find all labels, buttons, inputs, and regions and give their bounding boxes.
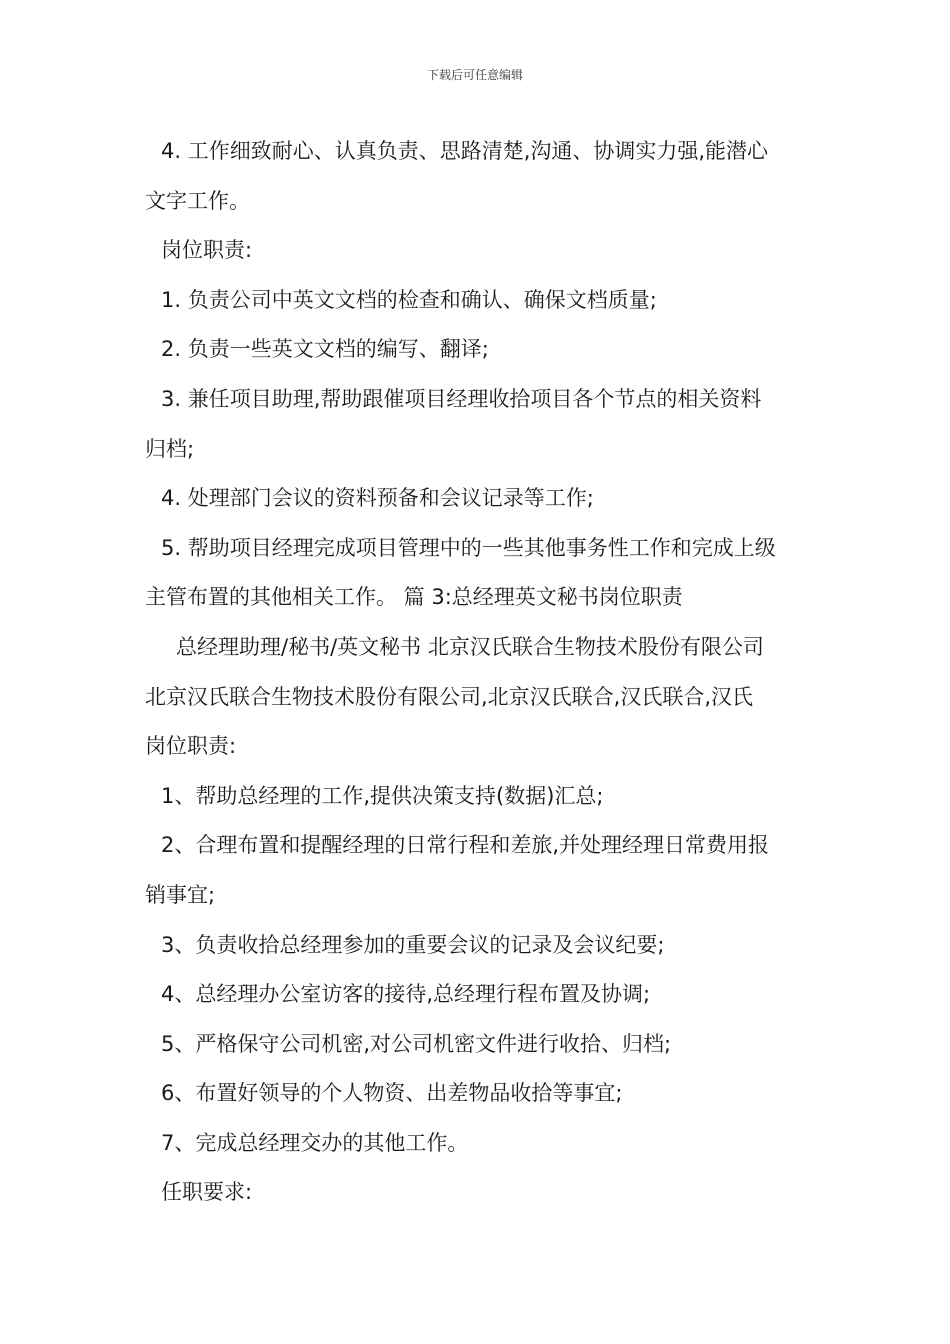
text-line: 4. 处理部门会议的资料预备和会议记录等工作; <box>161 486 594 511</box>
text-line: 主管布置的其他相关工作。 篇 3:总经理英文秘书岗位职责 <box>145 585 683 610</box>
page-header: 下载后可任意编辑 <box>426 68 523 82</box>
text-line: 岗位职责: <box>161 238 253 263</box>
text-line: 1、帮助总经理的工作,提供决策支持(数据)汇总; <box>161 783 604 808</box>
text-line: 2. 负责一些英文文档的编写、翻译; <box>161 337 489 362</box>
text-line: 4. 工作细致耐心、认真负责、思路清楚,沟通、协调实力强,能潜心 <box>161 139 769 163</box>
text-line: 3. 兼任项目助理,帮助跟催项目经理收拾项目各个节点的相关资料 <box>161 386 762 411</box>
document-body <box>145 127 810 1218</box>
text-line: 6、布置好领导的个人物资、出差物品收拾等事宜; <box>161 1081 623 1106</box>
text-line: 总经理助理/秘书/英文秘书 北京汉氏联合生物技术股份有限公司 <box>176 634 764 659</box>
text-line: 任职要求: <box>161 1180 253 1205</box>
text-line: 4、总经理办公室访客的接待,总经理行程布置及协调; <box>161 982 651 1007</box>
text-line: 5、严格保守公司机密,对公司机密文件进行收拾、归档; <box>161 1031 672 1056</box>
text-line: 岗位职责: <box>145 734 237 759</box>
text-line: 1. 负责公司中英文文档的检查和确认、确保文档质量; <box>161 287 657 312</box>
text-line: 北京汉氏联合生物技术股份有限公司,北京汉氏联合,汉氏联合,汉氏 <box>145 684 754 709</box>
text-line: 销事宜; <box>145 882 216 907</box>
text-line: 归档; <box>145 436 195 461</box>
text-line: 2、合理布置和提醒经理的日常行程和差旅,并处理经理日常费用报 <box>161 833 770 858</box>
text-line: 文字工作。 <box>145 188 250 213</box>
text-line: 5. 帮助项目经理完成项目管理中的一些其他事务性工作和完成上级 <box>161 535 776 560</box>
text-line: 3、负责收拾总经理参加的重要会议的记录及会议纪要; <box>161 932 665 957</box>
text-line: 7、完成总经理交办的其他工作。 <box>161 1130 469 1155</box>
